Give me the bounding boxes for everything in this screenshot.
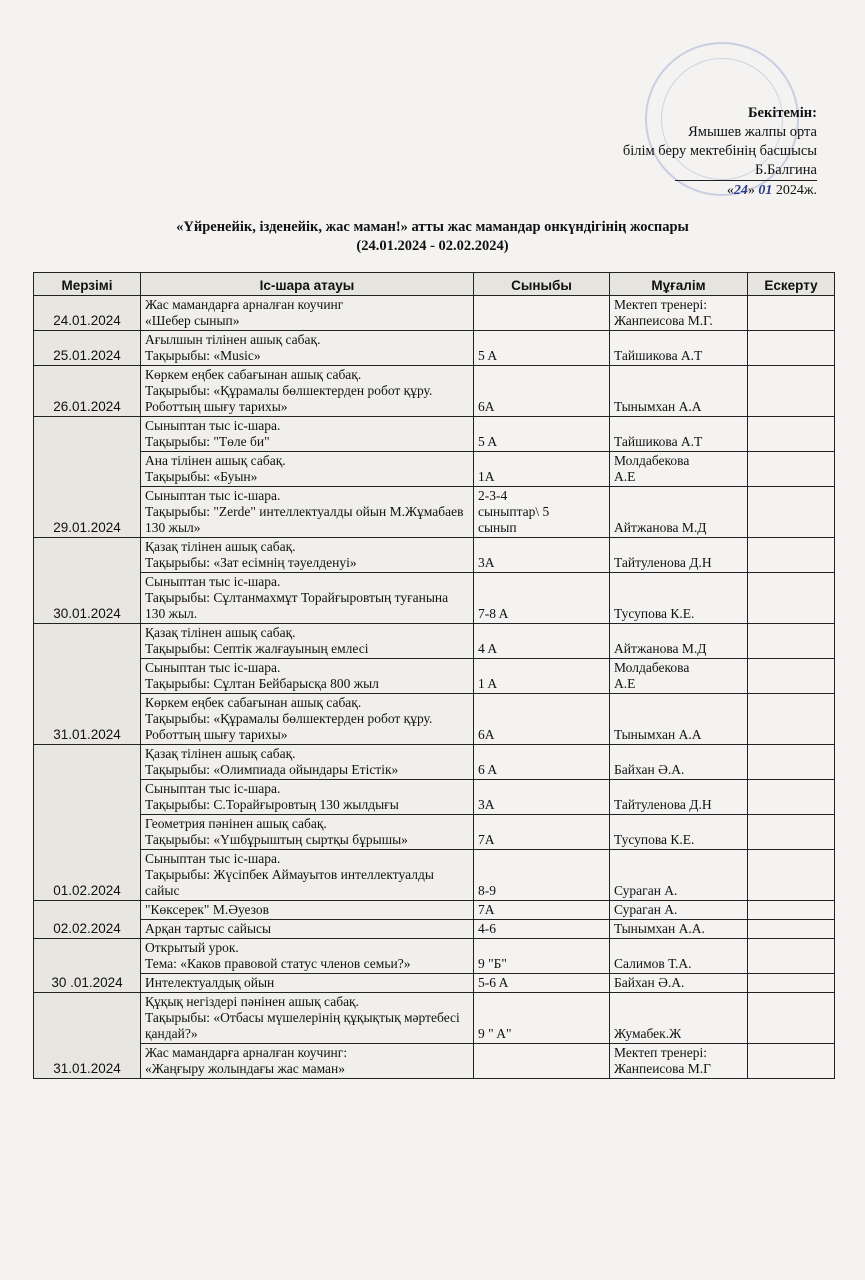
header-date: Мерзімі (34, 273, 141, 296)
class-cell: 6 A (474, 745, 610, 780)
event-cell: Сыныптан тыс іс-шара. Тақырыбы: Сұлтан Бейбарысқа 800 жыл (141, 659, 474, 694)
teacher-cell: Тайтуленова Д.Н (610, 780, 748, 815)
table-row (34, 920, 835, 939)
note-cell (748, 694, 835, 745)
note-cell (748, 993, 835, 1044)
class-cell: 3A (474, 780, 610, 815)
approval-block (623, 104, 817, 200)
class-cell: 4-6 (474, 920, 610, 939)
table-row (34, 452, 835, 487)
title-line-1: «Үйренейік, ізденейік, жас маман!» атты жас мамандар онкүндігінің жоспары (176, 219, 689, 235)
event-cell: Қазақ тілінен ашық сабақ. Тақырыбы: «Зат есімнің тәуелденуі» (141, 538, 474, 573)
note-cell (748, 974, 835, 993)
note-cell (748, 745, 835, 780)
note-cell (748, 452, 835, 487)
table-row (34, 901, 835, 920)
date-cell: 24.01.2024 (34, 296, 141, 331)
date-cell: 30 .01.2024 (34, 939, 141, 993)
header-teacher: Мұғалім (610, 273, 748, 296)
event-cell: Геометрия пәнінен ашық сабақ. Тақырыбы: «Үшбұрыштың сыртқы бұрышы» (141, 815, 474, 850)
class-cell: 5 A (474, 417, 610, 452)
date-day: 24 (733, 183, 748, 198)
teacher-cell: Тусупова К.Е. (610, 815, 748, 850)
class-cell (474, 296, 610, 331)
note-cell (748, 780, 835, 815)
event-cell: Қазақ тілінен ашық сабақ. Тақырыбы: Септік жалғауының емлесі (141, 624, 474, 659)
note-cell (748, 331, 835, 366)
teacher-cell: Тынымхан А.А (610, 366, 748, 417)
class-cell: 4 A (474, 624, 610, 659)
table-row (34, 659, 835, 694)
note-cell (748, 815, 835, 850)
note-cell (748, 417, 835, 452)
table-row (34, 850, 835, 901)
table-row (34, 815, 835, 850)
class-cell: 5 A (474, 331, 610, 366)
table-row (34, 939, 835, 974)
date-mid: » (747, 183, 759, 198)
teacher-cell: Салимов Т.А. (610, 939, 748, 974)
teacher-cell: Байхан Ә.А. (610, 974, 748, 993)
class-cell: 1A (474, 452, 610, 487)
approval-line-2: білім беру мектебінің басшысы (622, 143, 817, 159)
class-cell: 3A (474, 538, 610, 573)
teacher-cell: Тынымхан А.А (610, 694, 748, 745)
event-cell: Интелектуалдық ойын (141, 974, 474, 993)
class-cell: 7A (474, 815, 610, 850)
approval-title: Бекітемін: (747, 105, 817, 121)
date-cell: 25.01.2024 (34, 331, 141, 366)
date-cell: 31.01.2024 (34, 993, 141, 1079)
event-cell: Ағылшын тілінен ашық сабақ. Тақырыбы: «Music» (141, 331, 474, 366)
table-row (34, 538, 835, 573)
header-note: Ескерту (748, 273, 835, 296)
event-cell: Қазақ тілінен ашық сабақ. Тақырыбы: «Олимпиада ойындары Етістік» (141, 745, 474, 780)
event-cell: Жас мамандарға арналған коучинг «Шебер сынып» (141, 296, 474, 331)
approval-name: Б.Балгина (675, 161, 817, 181)
table-row (34, 780, 835, 815)
table-row (34, 993, 835, 1044)
date-cell: 29.01.2024 (34, 417, 141, 538)
teacher-cell: Молдабекова А.Е (610, 659, 748, 694)
event-cell: Жас мамандарға арналған коучинг: «Жаңғыру жолындағы жас маман» (141, 1044, 474, 1079)
table-row (34, 974, 835, 993)
teacher-cell: Тынымхан А.А. (610, 920, 748, 939)
teacher-cell: Тайтуленова Д.Н (610, 538, 748, 573)
class-cell: 6A (474, 694, 610, 745)
approval-line-1: Ямышев жалпы орта (688, 124, 817, 140)
note-cell (748, 920, 835, 939)
plan-table (33, 272, 835, 1079)
teacher-cell: Молдабекова А.Е (610, 452, 748, 487)
event-cell: Сыныптан тыс іс-шара. Тақырыбы: Жүсіпбек Аймауытов интеллектуалды сайыс (141, 850, 474, 901)
teacher-cell: Байхан Ә.А. (610, 745, 748, 780)
class-cell: 9 "Б" (474, 939, 610, 974)
event-cell: Арқан тартыс сайысы (141, 920, 474, 939)
date-prefix: « (726, 183, 734, 198)
note-cell (748, 487, 835, 538)
class-cell: 5-6 A (474, 974, 610, 993)
teacher-cell: Сураган А. (610, 901, 748, 920)
title-line-2: (24.01.2024 - 02.02.2024) (356, 238, 509, 254)
event-cell: Көркем еңбек сабағынан ашық сабақ. Тақырыбы: «Құрамалы бөлшектерден робот құру. Роботтың шығу тарихы» (141, 694, 474, 745)
plan-body (34, 296, 835, 1079)
class-cell: 7-8 A (474, 573, 610, 624)
class-cell (474, 1044, 610, 1079)
note-cell (748, 1044, 835, 1079)
table-row (34, 366, 835, 417)
note-cell (748, 366, 835, 417)
event-cell: Сыныптан тыс іс-шара. Тақырыбы: Сұлтанмахмұт Торайғыровтың туғанына 130 жыл. (141, 573, 474, 624)
approval-date (623, 181, 817, 200)
class-cell: 6A (474, 366, 610, 417)
teacher-cell: Тайшикова А.Т (610, 331, 748, 366)
table-row (34, 1044, 835, 1079)
date-suffix: 2024ж. (772, 183, 817, 198)
header-class: Сыныбы (474, 273, 610, 296)
table-row (34, 624, 835, 659)
table-header-row (34, 273, 835, 296)
table-row (34, 694, 835, 745)
date-cell: 26.01.2024 (34, 366, 141, 417)
note-cell (748, 901, 835, 920)
date-cell: 01.02.2024 (34, 745, 141, 901)
teacher-cell: Сураган А. (610, 850, 748, 901)
document-title (0, 218, 865, 256)
date-month: 01 (758, 183, 773, 198)
event-cell: Құқық негіздері пәнінен ашық сабақ. Тақырыбы: «Отбасы мүшелерінің құқықтық мәртебесі қандай?» (141, 993, 474, 1044)
table-row (34, 573, 835, 624)
note-cell (748, 573, 835, 624)
note-cell (748, 624, 835, 659)
teacher-cell: Мектеп тренері: Жанпеисова М.Г. (610, 296, 748, 331)
table-row (34, 745, 835, 780)
date-cell: 30.01.2024 (34, 538, 141, 624)
header-event: Іс-шара атауы (141, 273, 474, 296)
event-cell: Ана тілінен ашық сабақ. Тақырыбы: «Буын» (141, 452, 474, 487)
table-row (34, 296, 835, 331)
teacher-cell: Мектеп тренері: Жанпеисова М.Г (610, 1044, 748, 1079)
class-cell: 8-9 (474, 850, 610, 901)
table-row (34, 417, 835, 452)
event-cell: Сыныптан тыс іс-шара. Тақырыбы: "Төле би" (141, 417, 474, 452)
event-cell: "Көксерек" М.Әуезов (141, 901, 474, 920)
note-cell (748, 850, 835, 901)
teacher-cell: Тусупова К.Е. (610, 573, 748, 624)
note-cell (748, 538, 835, 573)
note-cell (748, 939, 835, 974)
teacher-cell: Жумабек.Ж (610, 993, 748, 1044)
class-cell: 2-3-4 сыныптар\ 5 сынып (474, 487, 610, 538)
teacher-cell: Тайшикова А.Т (610, 417, 748, 452)
event-cell: Открытый урок. Тема: «Каков правовой статус членов семьи?» (141, 939, 474, 974)
table-row (34, 331, 835, 366)
date-cell: 31.01.2024 (34, 624, 141, 745)
date-cell: 02.02.2024 (34, 901, 141, 939)
teacher-cell: Айтжанова М.Д (610, 487, 748, 538)
event-cell: Көркем еңбек сабағынан ашық сабақ. Тақырыбы: «Құрамалы бөлшектерден робот құру. Роботтың шығу тарихы» (141, 366, 474, 417)
class-cell: 1 A (474, 659, 610, 694)
event-cell: Сыныптан тыс іс-шара. Тақырыбы: "Zerde" интеллектуалды ойын М.Жұмабаев 130 жыл» (141, 487, 474, 538)
class-cell: 9 " A" (474, 993, 610, 1044)
table-row (34, 487, 835, 538)
teacher-cell: Айтжанова М.Д (610, 624, 748, 659)
note-cell (748, 659, 835, 694)
note-cell (748, 296, 835, 331)
event-cell: Сыныптан тыс іс-шара. Тақырыбы: С.Торайғыровтың 130 жылдығы (141, 780, 474, 815)
class-cell: 7A (474, 901, 610, 920)
